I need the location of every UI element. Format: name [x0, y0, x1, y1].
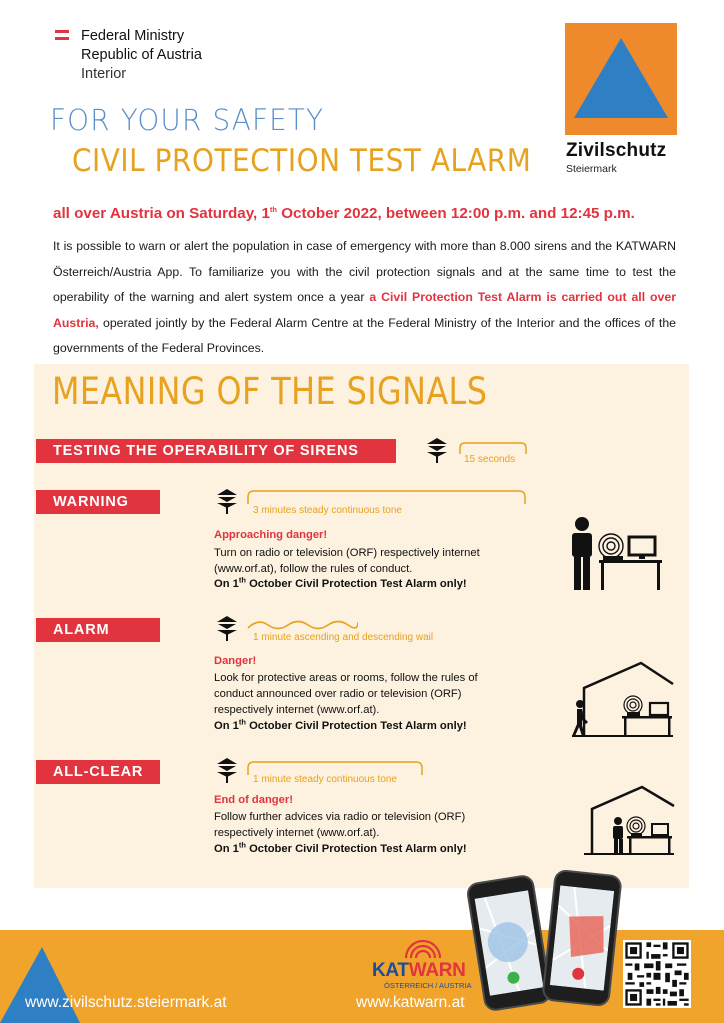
- warning-heading: Approaching danger!: [214, 529, 328, 541]
- austria-flag-icon: [55, 30, 69, 40]
- page-title: CIVIL PROTECTION TEST ALARM: [72, 143, 532, 179]
- siren-icon: [215, 757, 239, 783]
- all-clear-note: On 1th October Civil Protection Test Alarm only!: [214, 840, 467, 855]
- katwarn-logo: [372, 938, 482, 993]
- test-tone-label: 15 seconds: [464, 454, 516, 465]
- all-clear-tone-label: 1 minute steady continuous tone: [253, 774, 397, 785]
- ministry-line-2: Republic of Austria: [81, 47, 202, 63]
- warning-text: Turn on radio or television (ORF) respectively internet (www.orf.at), follow the rules of conduct.: [214, 547, 480, 575]
- intro-highlight: a Civil Protection Test Alarm is carried out all over Austria,: [53, 290, 677, 330]
- intro-paragraph: It is possible to warn or alert the population in case of emergency with more than 8.000 sirens and the KATWARN Österreich/Austria App. To familiarize you with the civil protection signals and at the same time to test the operability of the warning and alert system once a year a Civil Protection Test Alarm is carried out all over Austria, operated jointly by the Federal Alarm Centre at the Federal Ministry of the Interior and the offices of the governments of the Federal Provinces.: [53, 239, 677, 355]
- zivilschutz-logo-region: Steiermark: [566, 163, 617, 175]
- katwarn-kat: KAT: [372, 960, 409, 981]
- ministry-line-1: Federal Ministry: [81, 28, 185, 44]
- ministry-line-3: Interior: [81, 66, 127, 82]
- warning-note: On 1th October Civil Protection Test Alarm only!: [214, 575, 467, 590]
- siren-icon: [425, 437, 449, 463]
- signal-waves-icon: [400, 936, 446, 960]
- katwarn-warn: WARN: [408, 960, 466, 981]
- alarm-heading: Danger!: [214, 655, 257, 667]
- page-supertitle: FOR YOUR SAFETY: [50, 103, 325, 137]
- katwarn-sub: ÖSTERREICH / AUSTRIA: [384, 981, 472, 990]
- warning-tone-graphic: [246, 489, 528, 505]
- all-clear-bar: ALL-CLEAR: [36, 760, 160, 784]
- test-signal-bar: TESTING THE OPERABILITY OF SIRENS: [36, 439, 396, 463]
- house-icon: [582, 784, 676, 856]
- all-clear-heading: End of danger!: [214, 794, 293, 806]
- katwarn-url[interactable]: www.katwarn.at: [356, 994, 465, 1011]
- alarm-text: Look for protective areas or rooms, follow the rules of conduct announced over radio or television (ORF) respectively internet (www.orf.at).: [214, 672, 478, 716]
- zivilschutz-logo-name: Zivilschutz: [566, 140, 667, 161]
- alarm-note: On 1th October Civil Protection Test Alarm only!: [214, 717, 467, 732]
- alarm-bar: ALARM: [36, 618, 160, 642]
- all-clear-text: Follow further advices via radio or television (ORF) respectively internet (www.orf.at).: [214, 811, 466, 839]
- date-line: all over Austria on Saturday, 1th October 2022, between 12:00 p.m. and 12:45 p.m.: [53, 204, 635, 222]
- qr-code-icon[interactable]: [623, 940, 691, 1008]
- alarm-tone-label: 1 minute ascending and descending wail: [253, 632, 434, 643]
- signals-title: MEANING OF THE SIGNALS: [52, 370, 488, 413]
- smartphone-icon: [541, 869, 622, 1007]
- civil-protection-triangle-icon: [565, 23, 677, 135]
- siren-icon: [215, 615, 239, 641]
- warning-tone-label: 3 minutes steady continuous tone: [253, 505, 402, 516]
- signals-panel: [34, 364, 689, 888]
- siren-icon: [215, 488, 239, 514]
- person-at-radio-icon: [569, 516, 664, 592]
- warning-bar: WARNING: [36, 490, 160, 514]
- house-icon: [570, 660, 675, 738]
- test-tone-graphic: [458, 441, 528, 455]
- zivilschutz-url[interactable]: www.zivilschutz.steiermark.at: [25, 994, 227, 1011]
